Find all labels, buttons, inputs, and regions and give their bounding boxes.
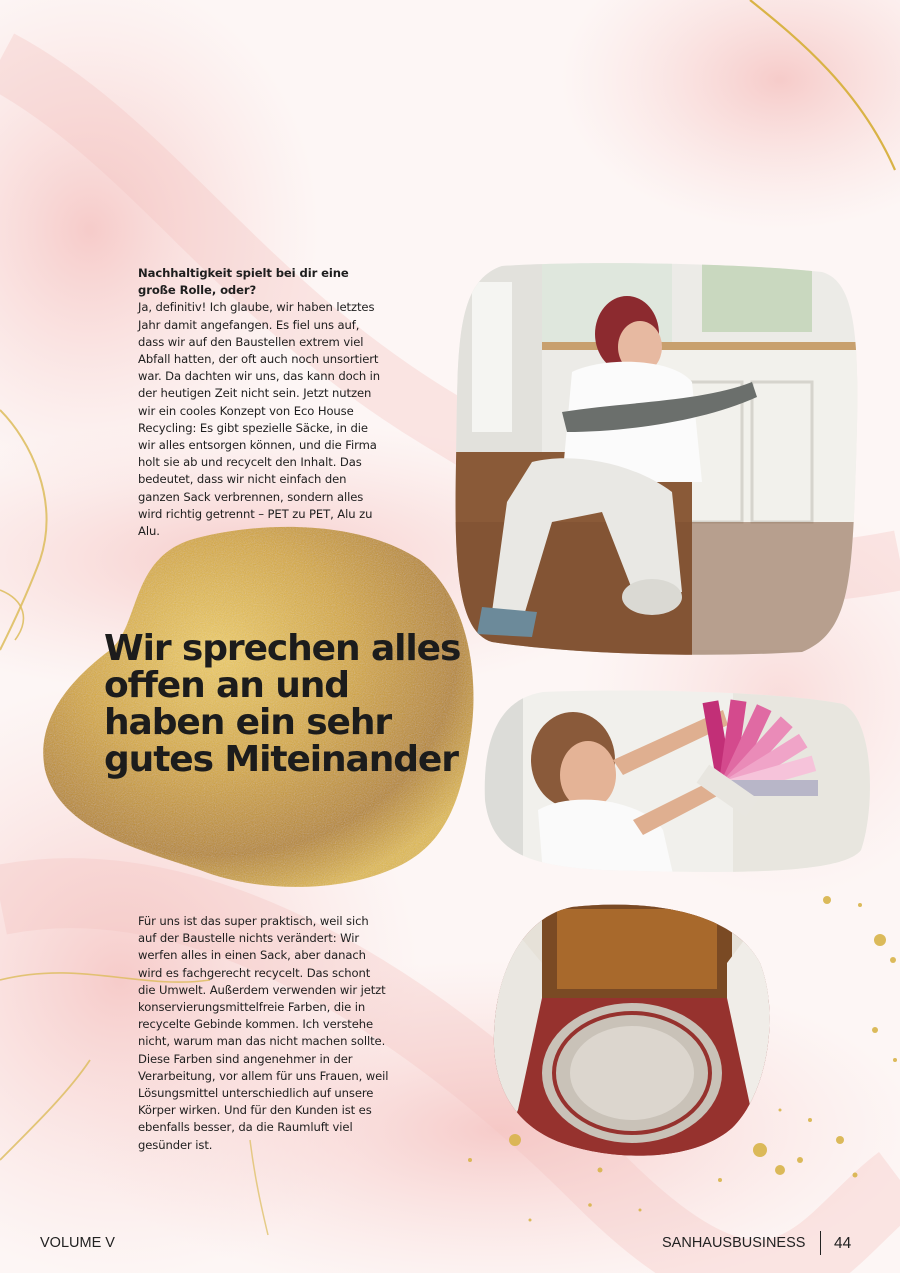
interview-answer: Ja, definitiv! Ich glaube, wir haben letztes Jahr damit angefangen. Es fiel uns auf, dass wir auf den Baustellen extrem viel Abfall hatten, der oft auch noch unsortiert war. Da dachten wir uns, das kann doch in der heutigen Zeit nicht sein. Jetzt nutzen wir ein cooles Konzept von Eco House Recycling: Es gibt spezielle Säcke, in die wir alles entsorgen können, und die Firma holt sie ab und recycelt den Inhalt. Das bedeutet, dass wir nicht einfach den ganzen Sack verbrennen, sondern alles wird richtig getrennt – PET zu PET, Alu zu Alu.: [138, 300, 381, 539]
volume-label: VOLUME V: [40, 1235, 115, 1251]
footer-divider: [820, 1231, 821, 1255]
painter-photo: [452, 262, 862, 658]
body-text-block: Für uns ist das super praktisch, weil sich auf der Baustelle nichts verändert: Wir werfen alles in einen Sack, aber danach wird es fachgerecht recycelt. Das schont die Umwelt. Außerdem verwenden wir jetzt konservierungsmittelfreie Farben, die in recycelte Gebinde kommen. Ich verstehe nicht, warum man das nicht machen sollte. Diese Farben sind angenehmer in der Verarbeitung, vor allem für uns Frauen, weil Lösungsmittel unterschiedlich auf unsere Körper wirken. Und für den Kunden ist es ebenfalls besser, da die Raumluft viel gesünder ist.: [138, 914, 389, 1152]
pull-quote: Wir sprechen alles offen an und haben ein sehr gutes Miteinander: [104, 628, 461, 780]
intro-text-block: [138, 265, 388, 540]
page-number: 44: [834, 1235, 852, 1252]
color-swatches-photo: [483, 690, 873, 874]
terrazzo-hallway-photo: [492, 903, 772, 1161]
interview-question: Nachhaltigkeit spielt bei dir eine große Rolle, oder?: [138, 266, 349, 298]
magazine-name: SANHAUSBUSINESS: [662, 1235, 806, 1251]
